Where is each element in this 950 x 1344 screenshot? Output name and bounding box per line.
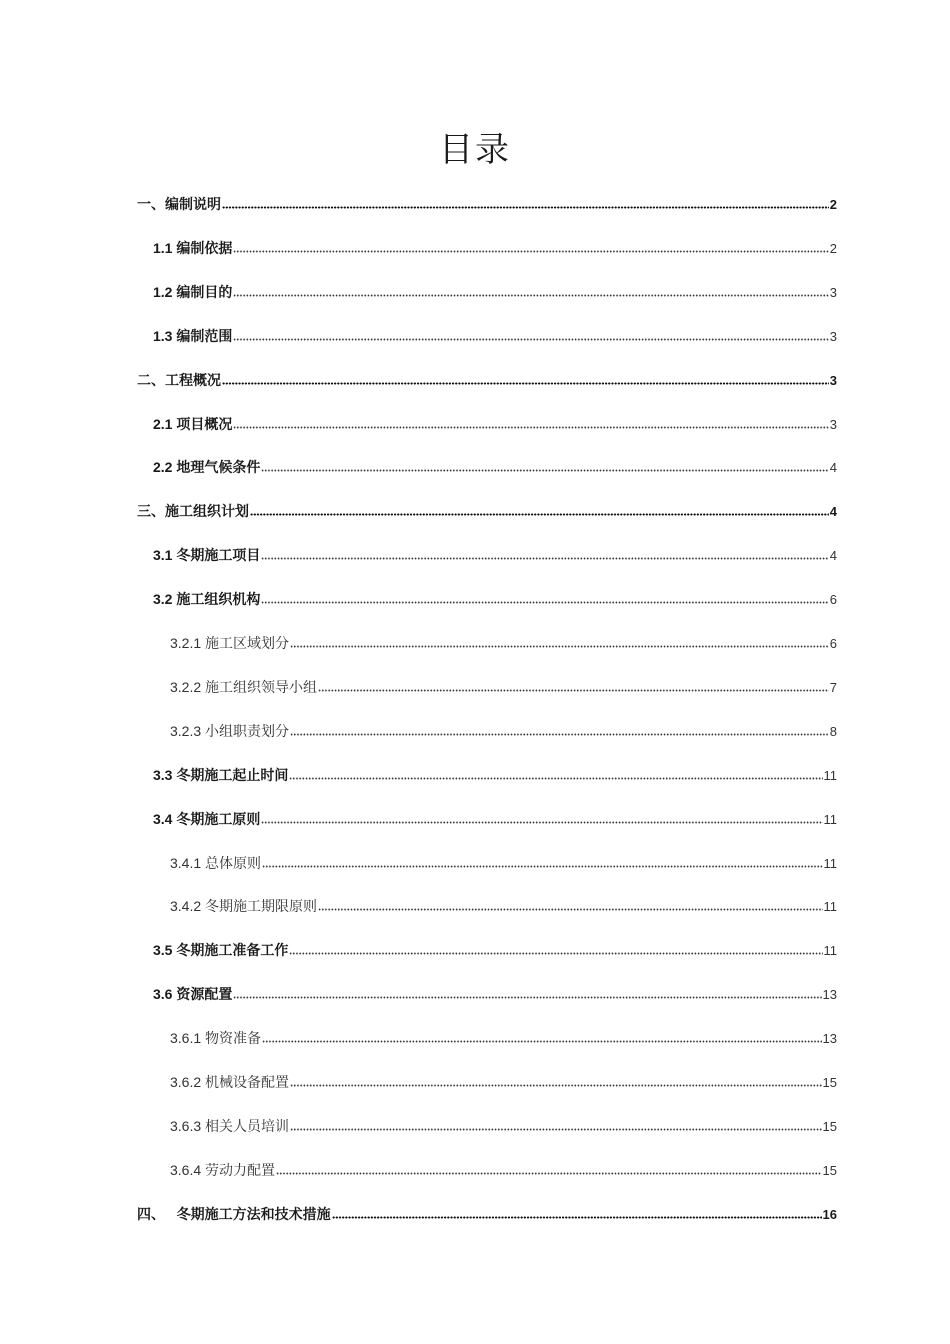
- toc-entry-number: 1.3: [153, 328, 177, 344]
- toc-entry-number: 3.6.3: [170, 1118, 206, 1134]
- toc-entry-level-1[interactable]: [137, 500, 837, 522]
- toc-entry-level-2[interactable]: [153, 456, 837, 478]
- toc-entry-page-number: 15: [822, 1075, 837, 1090]
- toc-dot-leader: [262, 1040, 822, 1043]
- toc-entry-page-number: 13: [822, 1031, 837, 1046]
- toc-entry-number: 3.6.4: [170, 1162, 206, 1178]
- toc-entry-number: 3.5: [153, 942, 177, 958]
- toc-entry-number: 3.2.2: [170, 679, 206, 695]
- toc-dot-leader: [261, 821, 822, 824]
- toc-entry-level-2[interactable]: [153, 325, 837, 347]
- toc-entry-number: 3.4.2: [170, 898, 206, 914]
- toc-dot-leader: [233, 426, 828, 429]
- toc-entry-level-3[interactable]: [170, 852, 837, 874]
- toc-entry-number: 1.2: [153, 284, 177, 300]
- toc-dot-leader: [289, 952, 822, 955]
- toc-entry-level-2[interactable]: [153, 808, 837, 830]
- toc-entry-page-number: 11: [823, 812, 837, 827]
- toc-dot-leader: [290, 733, 829, 736]
- toc-entry-page-number: 15: [822, 1119, 837, 1134]
- toc-dot-leader: [332, 1216, 822, 1219]
- toc-dot-leader: [289, 777, 822, 780]
- toc-entry-page-number: 13: [822, 987, 837, 1002]
- toc-dot-leader: [233, 338, 828, 341]
- toc-entry-page-number: 4: [829, 504, 837, 519]
- toc-entry-label: 小组职责划分: [205, 724, 290, 740]
- toc-entry-number: 2.1: [153, 416, 177, 432]
- toc-entry-label: 机械设备配置: [205, 1075, 290, 1091]
- toc-entry-level-1[interactable]: [137, 369, 837, 391]
- toc-dot-leader: [222, 382, 829, 385]
- toc-entry-number: 1.1: [153, 240, 177, 256]
- toc-entry-page-number: 6: [829, 592, 837, 607]
- toc-entry-page-number: 2: [829, 197, 837, 212]
- toc-entry-level-2[interactable]: [153, 764, 837, 786]
- toc-entry-number: 一、: [137, 196, 165, 212]
- toc-entry-level-2[interactable]: [153, 939, 837, 961]
- toc-entry-page-number: 11: [823, 943, 837, 958]
- toc-entry-number: 三、: [137, 503, 165, 519]
- toc-entry-label: 项目概况: [176, 417, 233, 433]
- toc-entry-page-number: 11: [823, 856, 837, 871]
- toc-entry-number: 3.6: [153, 986, 177, 1002]
- toc-entry-label: 施工区域划分: [205, 636, 290, 652]
- toc-entry-number: 3.2: [153, 591, 177, 607]
- toc-entry-level-3[interactable]: [170, 676, 837, 698]
- toc-entry-page-number: 2: [829, 241, 837, 256]
- toc-entry-level-2[interactable]: [153, 983, 837, 1005]
- toc-entry-page-number: 3: [829, 285, 837, 300]
- toc-entry-number: 3.6.2: [170, 1074, 206, 1090]
- toc-entry-number: 3.4: [153, 811, 177, 827]
- toc-entry-level-1[interactable]: [137, 1203, 837, 1225]
- toc-entry-level-3[interactable]: [170, 1115, 837, 1137]
- toc-dot-leader: [222, 206, 829, 209]
- toc-entry-number: 四、: [137, 1206, 177, 1222]
- toc-entry-number: 3.2.1: [170, 635, 206, 651]
- toc-entry-label: 物资准备: [205, 1031, 262, 1047]
- toc-entry-label: 相关人员培训: [205, 1119, 290, 1135]
- toc-entry-label: 冬期施工准备工作: [176, 943, 289, 959]
- toc-entry-page-number: 7: [829, 680, 837, 695]
- toc-title: 目录: [439, 130, 511, 170]
- toc-entry-page-number: 3: [829, 373, 837, 388]
- toc-entry-number: 3.4.1: [170, 855, 206, 871]
- toc-entry-page-number: 3: [829, 329, 837, 344]
- toc-entry-label: 编制说明: [165, 197, 221, 213]
- toc-entry-level-3[interactable]: [170, 632, 837, 654]
- toc-entry-level-2[interactable]: [153, 588, 837, 610]
- toc-entry-number: 3.1: [153, 547, 177, 563]
- toc-entry-page-number: 15: [822, 1163, 837, 1178]
- toc-entry-label: 地理气候条件: [176, 460, 261, 476]
- toc-entry-level-3[interactable]: [170, 895, 837, 917]
- toc-entry-page-number: 8: [829, 724, 837, 739]
- toc-dot-leader: [290, 1084, 822, 1087]
- toc-entry-page-number: 4: [829, 460, 837, 475]
- toc-dot-leader: [276, 1172, 822, 1175]
- toc-entry-number: 3.6.1: [170, 1030, 206, 1046]
- toc-dot-leader: [233, 250, 828, 253]
- toc-entry-level-3[interactable]: [170, 1159, 837, 1181]
- toc-dot-leader: [261, 469, 828, 472]
- toc-entry-page-number: 16: [822, 1207, 837, 1222]
- toc-entry-label: 工程概况: [165, 373, 221, 389]
- toc-dot-leader: [262, 865, 822, 868]
- toc-entry-label: 施工组织计划: [165, 504, 249, 520]
- toc-entry-number: 3.3: [153, 767, 177, 783]
- toc-dot-leader: [233, 294, 828, 297]
- toc-entry-level-2[interactable]: [153, 237, 837, 259]
- toc-entry-number: 3.2.3: [170, 723, 206, 739]
- toc-entry-label: 编制目的: [176, 285, 233, 301]
- toc-entry-page-number: 4: [829, 548, 837, 563]
- toc-entry-level-3[interactable]: [170, 1071, 837, 1093]
- toc-entry-label: 冬期施工项目: [176, 548, 261, 564]
- toc-dot-leader: [233, 996, 821, 999]
- toc-dot-leader: [290, 1128, 822, 1131]
- toc-entry-label: 冬期施工期限原则: [205, 899, 318, 915]
- toc-entry-number: 二、: [137, 372, 165, 388]
- toc-dot-leader: [318, 908, 822, 911]
- toc-dot-leader: [318, 689, 829, 692]
- toc-entry-level-3[interactable]: [170, 720, 837, 742]
- toc-entry-label: 资源配置: [176, 987, 233, 1003]
- toc-entry-level-3[interactable]: [170, 1027, 837, 1049]
- toc-entry-label: 总体原则: [205, 856, 262, 872]
- toc-entry-label: 冬期施工原则: [176, 812, 261, 828]
- toc-entry-label: 编制范围: [176, 329, 233, 345]
- toc-entry-level-2[interactable]: [153, 413, 837, 435]
- toc-entry-label: 施工组织机构: [176, 592, 261, 608]
- toc-entry-label: 冬期施工方法和技术措施: [176, 1207, 331, 1223]
- toc-entry-label: 冬期施工起止时间: [176, 768, 289, 784]
- toc-entry-page-number: 6: [829, 636, 837, 651]
- toc-entry-label: 编制依据: [176, 241, 233, 257]
- toc-entry-page-number: 3: [829, 417, 837, 432]
- toc-dot-leader: [261, 601, 828, 604]
- toc-entry-number: 2.2: [153, 459, 177, 475]
- toc-entry-label: 施工组织领导小组: [205, 680, 318, 696]
- toc-entry-level-2[interactable]: [153, 281, 837, 303]
- toc-entry-level-2[interactable]: [153, 544, 837, 566]
- toc-dot-leader: [250, 513, 829, 516]
- toc-entry-level-1[interactable]: [137, 193, 837, 215]
- toc-dot-leader: [261, 557, 828, 560]
- toc-entry-page-number: 11: [823, 768, 837, 783]
- toc-dot-leader: [290, 645, 829, 648]
- toc-entry-label: 劳动力配置: [205, 1163, 276, 1179]
- toc-entry-page-number: 11: [823, 899, 837, 914]
